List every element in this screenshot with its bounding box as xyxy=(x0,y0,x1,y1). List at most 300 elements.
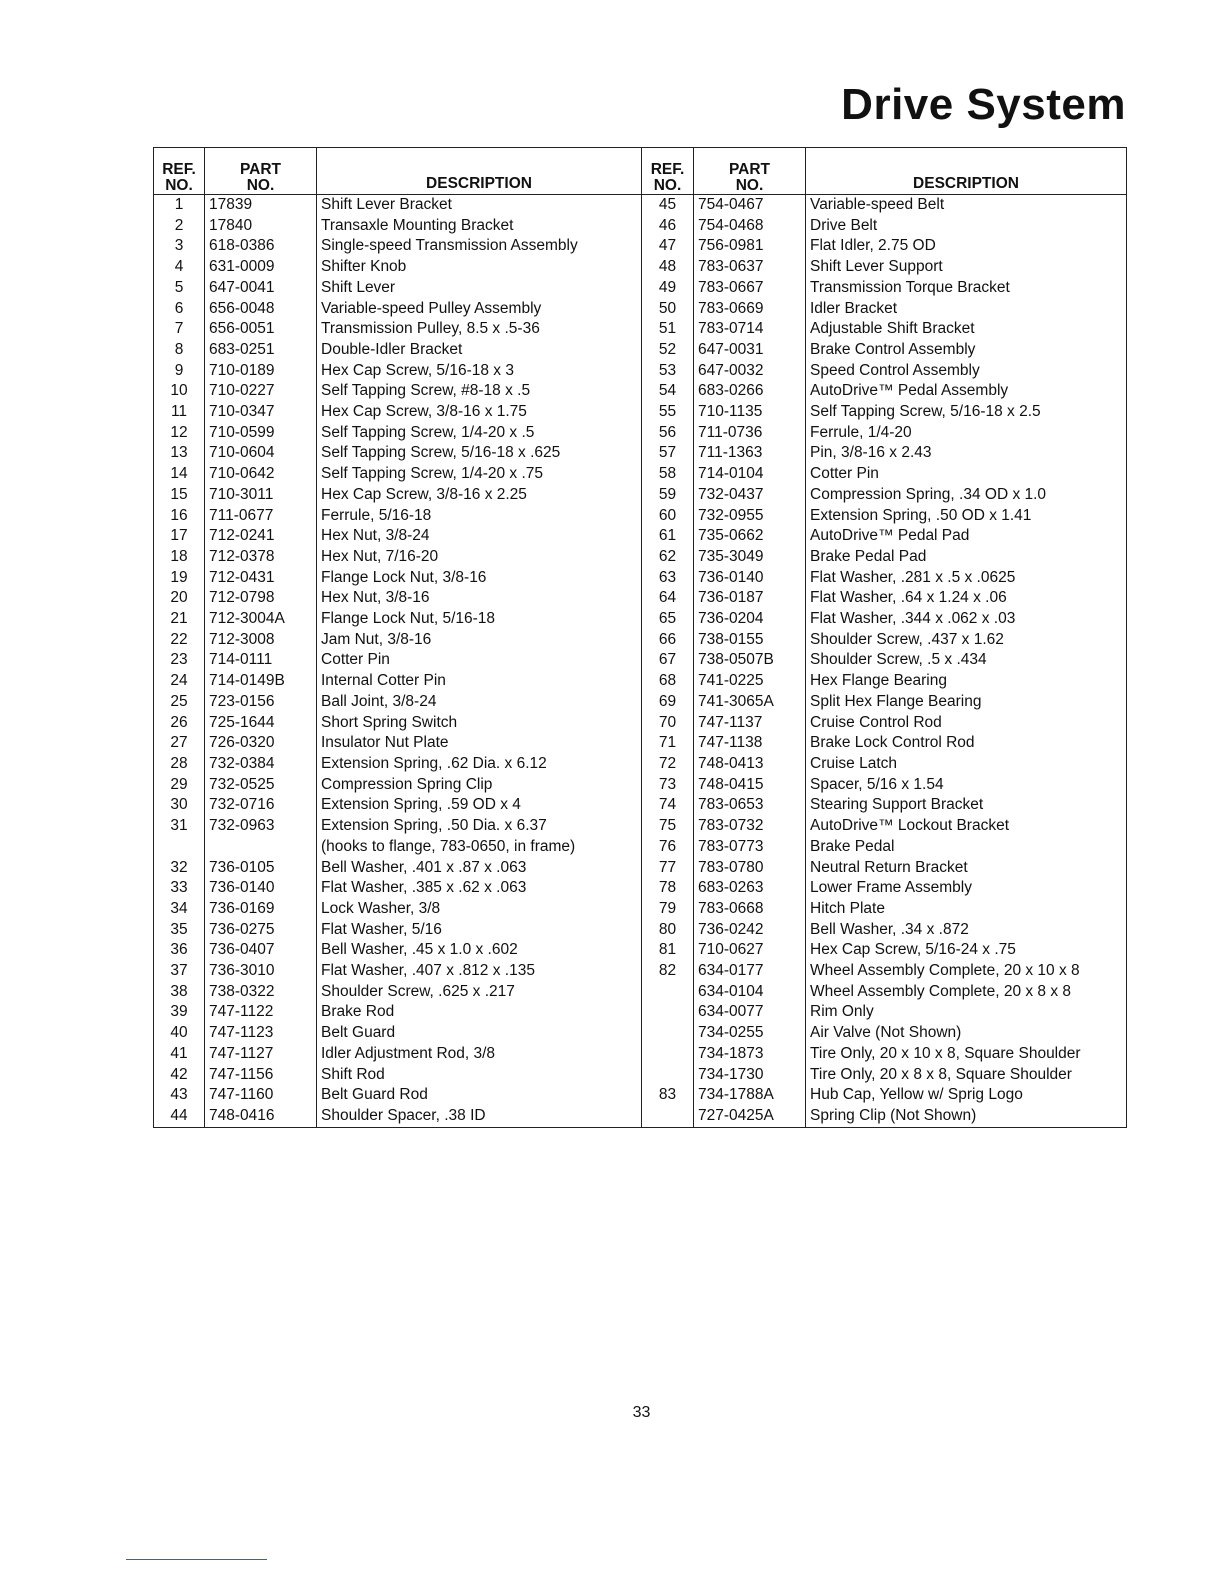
table-row xyxy=(642,920,1127,941)
table-row xyxy=(642,733,1127,754)
description-cell: Ferrule, 5/16-18 xyxy=(317,506,642,527)
description-cell: Stearing Support Bracket xyxy=(806,795,1127,816)
table-row xyxy=(154,940,642,961)
ref-no-cell: 12 xyxy=(154,423,205,444)
part-no-header: PART NO. xyxy=(205,148,317,195)
part-no-cell: 748-0416 xyxy=(205,1106,317,1127)
description-cell: Tire Only, 20 x 8 x 8, Square Shoulder xyxy=(806,1065,1127,1086)
part-no-cell: 714-0149B xyxy=(205,671,317,692)
part-no-cell: 714-0111 xyxy=(205,650,317,671)
ref-no-cell: 21 xyxy=(154,609,205,630)
description-cell: Flat Washer, .385 x .62 x .063 xyxy=(317,878,642,899)
table-row xyxy=(154,837,642,858)
description-cell: Hitch Plate xyxy=(806,899,1127,920)
description-cell: Bell Washer, .34 x .872 xyxy=(806,920,1127,941)
table-row xyxy=(154,961,642,982)
ref-no-cell: 73 xyxy=(642,775,694,796)
part-no-cell: 756-0981 xyxy=(694,236,806,257)
description-cell: Tire Only, 20 x 10 x 8, Square Shoulder xyxy=(806,1044,1127,1065)
part-no-cell: 732-0963 xyxy=(205,816,317,837)
table-row xyxy=(642,195,1127,216)
description-cell: Short Spring Switch xyxy=(317,713,642,734)
ref-no-cell: 44 xyxy=(154,1106,205,1127)
description-cell: Extension Spring, .50 OD x 1.41 xyxy=(806,506,1127,527)
description-cell: Flat Washer, .64 x 1.24 x .06 xyxy=(806,588,1127,609)
part-no-cell: 734-1873 xyxy=(694,1044,806,1065)
ref-no-cell: 58 xyxy=(642,464,694,485)
description-cell: Shoulder Screw, .625 x .217 xyxy=(317,982,642,1003)
description-cell: Shifter Knob xyxy=(317,257,642,278)
ref-no-cell: 27 xyxy=(154,733,205,754)
description-cell: AutoDrive™ Pedal Assembly xyxy=(806,381,1127,402)
table-row xyxy=(642,650,1127,671)
part-no-cell: 711-1363 xyxy=(694,443,806,464)
description-cell: Compression Spring Clip xyxy=(317,775,642,796)
table-row xyxy=(154,464,642,485)
ref-no-cell: 5 xyxy=(154,278,205,299)
table-row xyxy=(642,982,1127,1003)
table-row xyxy=(642,899,1127,920)
part-no-cell: 634-0077 xyxy=(694,1002,806,1023)
description-cell: Brake Pedal Pad xyxy=(806,547,1127,568)
ref-no-cell: 56 xyxy=(642,423,694,444)
description-cell: Shift Lever Bracket xyxy=(317,195,642,216)
description-cell: Self Tapping Screw, 1/4-20 x .5 xyxy=(317,423,642,444)
part-no-cell: 736-0275 xyxy=(205,920,317,941)
part-no-header: PART NO. xyxy=(694,148,806,195)
ref-no-cell: 59 xyxy=(642,485,694,506)
part-no-cell: 747-1137 xyxy=(694,713,806,734)
ref-no-cell: 34 xyxy=(154,899,205,920)
description-cell: Cotter Pin xyxy=(317,650,642,671)
ref-no-cell: 23 xyxy=(154,650,205,671)
description-cell: Drive Belt xyxy=(806,216,1127,237)
part-no-cell: 656-0051 xyxy=(205,319,317,340)
table-row xyxy=(642,878,1127,899)
table-row xyxy=(642,775,1127,796)
description-cell: Insulator Nut Plate xyxy=(317,733,642,754)
table-row xyxy=(154,485,642,506)
description-cell: Belt Guard Rod xyxy=(317,1085,642,1106)
parts-table-left xyxy=(153,147,642,1128)
table-row xyxy=(642,506,1127,527)
part-no-cell: 712-0241 xyxy=(205,526,317,547)
description-cell: Transmission Torque Bracket xyxy=(806,278,1127,299)
part-no-cell: 710-0227 xyxy=(205,381,317,402)
ref-no-cell: 3 xyxy=(154,236,205,257)
part-no-cell: 712-0798 xyxy=(205,588,317,609)
description-header: DESCRIPTION xyxy=(806,148,1127,195)
part-no-cell: 736-0242 xyxy=(694,920,806,941)
part-no-cell: 741-3065A xyxy=(694,692,806,713)
table-row xyxy=(154,588,642,609)
part-no-cell: 736-0140 xyxy=(694,568,806,589)
ref-no-cell xyxy=(642,1002,694,1023)
table-row xyxy=(642,340,1127,361)
part-no-cell: 656-0048 xyxy=(205,299,317,320)
part-no-cell: 735-3049 xyxy=(694,547,806,568)
part-no-cell: 783-0637 xyxy=(694,257,806,278)
description-cell: Brake Control Assembly xyxy=(806,340,1127,361)
ref-no-cell xyxy=(642,1106,694,1127)
part-no-cell: 783-0780 xyxy=(694,858,806,879)
part-no-cell: 732-0716 xyxy=(205,795,317,816)
description-cell: Shift Lever Support xyxy=(806,257,1127,278)
description-cell: Flat Washer, .281 x .5 x .0625 xyxy=(806,568,1127,589)
table-row xyxy=(642,485,1127,506)
table-row xyxy=(154,340,642,361)
part-no-cell: 732-0525 xyxy=(205,775,317,796)
ref-no-cell: 29 xyxy=(154,775,205,796)
page-number: 33 xyxy=(632,1404,651,1421)
description-cell: AutoDrive™ Lockout Bracket xyxy=(806,816,1127,837)
description-cell: Flat Idler, 2.75 OD xyxy=(806,236,1127,257)
table-row xyxy=(154,920,642,941)
part-no-cell: 747-1138 xyxy=(694,733,806,754)
table-row xyxy=(642,361,1127,382)
part-no-cell: 747-1123 xyxy=(205,1023,317,1044)
description-cell: Shoulder Screw, .5 x .434 xyxy=(806,650,1127,671)
part-no-cell: 783-0668 xyxy=(694,899,806,920)
part-no-cell: 17839 xyxy=(205,195,317,216)
ref-no-cell: 78 xyxy=(642,878,694,899)
description-cell: Variable-speed Pulley Assembly xyxy=(317,299,642,320)
ref-no-cell xyxy=(642,1023,694,1044)
description-cell: Hex Cap Screw, 3/8-16 x 2.25 xyxy=(317,485,642,506)
table-row xyxy=(154,1023,642,1044)
table-row xyxy=(642,423,1127,444)
ref-no-cell: 2 xyxy=(154,216,205,237)
part-no-cell: 738-0155 xyxy=(694,630,806,651)
ref-no-cell: 9 xyxy=(154,361,205,382)
ref-no-cell: 31 xyxy=(154,816,205,837)
table-row xyxy=(154,1106,642,1127)
ref-no-cell: 70 xyxy=(642,713,694,734)
ref-no-cell: 69 xyxy=(642,692,694,713)
table-row xyxy=(642,754,1127,775)
table-row xyxy=(642,588,1127,609)
footer-rule xyxy=(126,1559,267,1560)
description-cell: Wheel Assembly Complete, 20 x 10 x 8 xyxy=(806,961,1127,982)
description-cell: Hex Cap Screw, 5/16-24 x .75 xyxy=(806,940,1127,961)
ref-no-cell: 74 xyxy=(642,795,694,816)
description-cell: Bell Washer, .401 x .87 x .063 xyxy=(317,858,642,879)
table-row xyxy=(154,381,642,402)
table-row xyxy=(642,1065,1127,1086)
table-row xyxy=(154,236,642,257)
part-no-cell: 712-0378 xyxy=(205,547,317,568)
table-row xyxy=(642,568,1127,589)
table-row xyxy=(154,713,642,734)
part-no-cell: 783-0714 xyxy=(694,319,806,340)
description-cell: Transaxle Mounting Bracket xyxy=(317,216,642,237)
description-cell: Pin, 3/8-16 x 2.43 xyxy=(806,443,1127,464)
table-row xyxy=(642,319,1127,340)
part-no-cell: 710-0599 xyxy=(205,423,317,444)
part-no-cell: 711-0677 xyxy=(205,506,317,527)
table-row xyxy=(154,195,642,216)
description-cell: Lock Washer, 3/8 xyxy=(317,899,642,920)
part-no-cell: 747-1156 xyxy=(205,1065,317,1086)
table-row xyxy=(154,1065,642,1086)
description-cell: Ferrule, 1/4-20 xyxy=(806,423,1127,444)
part-no-cell: 631-0009 xyxy=(205,257,317,278)
table-row xyxy=(642,713,1127,734)
ref-no-cell: 14 xyxy=(154,464,205,485)
ref-no-cell: 24 xyxy=(154,671,205,692)
table-row xyxy=(154,361,642,382)
table-row xyxy=(642,940,1127,961)
part-no-cell: 735-0662 xyxy=(694,526,806,547)
table-row xyxy=(642,1044,1127,1065)
table-row xyxy=(154,754,642,775)
part-no-cell: 683-0251 xyxy=(205,340,317,361)
ref-no-cell: 6 xyxy=(154,299,205,320)
ref-no-cell: 50 xyxy=(642,299,694,320)
ref-no-cell: 40 xyxy=(154,1023,205,1044)
description-cell: Extension Spring, .62 Dia. x 6.12 xyxy=(317,754,642,775)
ref-no-cell: 65 xyxy=(642,609,694,630)
description-cell: Jam Nut, 3/8-16 xyxy=(317,630,642,651)
part-no-cell: 710-0627 xyxy=(694,940,806,961)
description-cell: Neutral Return Bracket xyxy=(806,858,1127,879)
part-no-cell: 726-0320 xyxy=(205,733,317,754)
part-no-cell: 732-0384 xyxy=(205,754,317,775)
description-cell: Hex Flange Bearing xyxy=(806,671,1127,692)
table-row xyxy=(642,381,1127,402)
table-row xyxy=(642,402,1127,423)
description-cell: Split Hex Flange Bearing xyxy=(806,692,1127,713)
table-row xyxy=(642,1002,1127,1023)
description-cell: Brake Pedal xyxy=(806,837,1127,858)
table-row xyxy=(642,278,1127,299)
ref-no-cell: 45 xyxy=(642,195,694,216)
table-row xyxy=(154,547,642,568)
table-row xyxy=(154,609,642,630)
ref-no-cell: 8 xyxy=(154,340,205,361)
ref-no-cell: 62 xyxy=(642,547,694,568)
ref-no-cell: 30 xyxy=(154,795,205,816)
page-title: Drive System xyxy=(841,80,1126,129)
description-cell: Self Tapping Screw, 5/16-18 x .625 xyxy=(317,443,642,464)
part-no-cell: 734-1730 xyxy=(694,1065,806,1086)
ref-no-cell: 60 xyxy=(642,506,694,527)
table-row xyxy=(154,402,642,423)
table-row xyxy=(154,216,642,237)
part-no-cell: 783-0667 xyxy=(694,278,806,299)
table-row xyxy=(642,837,1127,858)
description-cell: Cotter Pin xyxy=(806,464,1127,485)
part-no-cell: 714-0104 xyxy=(694,464,806,485)
ref-no-cell: 38 xyxy=(154,982,205,1003)
ref-no-cell: 72 xyxy=(642,754,694,775)
description-cell: Shoulder Spacer, .38 ID xyxy=(317,1106,642,1127)
table-row xyxy=(642,547,1127,568)
part-no-cell: 736-0407 xyxy=(205,940,317,961)
description-cell: Adjustable Shift Bracket xyxy=(806,319,1127,340)
description-cell: Cruise Control Rod xyxy=(806,713,1127,734)
ref-no-cell: 52 xyxy=(642,340,694,361)
description-cell: Rim Only xyxy=(806,1002,1127,1023)
ref-no-cell: 28 xyxy=(154,754,205,775)
ref-no-cell: 64 xyxy=(642,588,694,609)
description-cell: Variable-speed Belt xyxy=(806,195,1127,216)
table-row xyxy=(154,443,642,464)
description-cell: Hex Nut, 3/8-24 xyxy=(317,526,642,547)
table-row xyxy=(154,506,642,527)
ref-no-cell: 68 xyxy=(642,671,694,692)
part-no-cell: 618-0386 xyxy=(205,236,317,257)
description-header: DESCRIPTION xyxy=(317,148,642,195)
ref-no-cell: 49 xyxy=(642,278,694,299)
part-no-cell: 710-1135 xyxy=(694,402,806,423)
ref-no-cell: 42 xyxy=(154,1065,205,1086)
ref-no-header: REF. NO. xyxy=(154,148,205,195)
description-cell: Spring Clip (Not Shown) xyxy=(806,1106,1127,1127)
ref-no-cell: 51 xyxy=(642,319,694,340)
description-cell: Wheel Assembly Complete, 20 x 8 x 8 xyxy=(806,982,1127,1003)
ref-no-cell: 81 xyxy=(642,940,694,961)
description-cell: Shift Rod xyxy=(317,1065,642,1086)
part-no-cell: 738-0322 xyxy=(205,982,317,1003)
table-row xyxy=(642,443,1127,464)
parts-table-right xyxy=(641,147,1127,1128)
table-row xyxy=(154,858,642,879)
part-no-cell: 732-0955 xyxy=(694,506,806,527)
ref-no-cell xyxy=(642,982,694,1003)
description-cell: Extension Spring, .59 OD x 4 xyxy=(317,795,642,816)
part-no-cell: 783-0653 xyxy=(694,795,806,816)
description-cell: Speed Control Assembly xyxy=(806,361,1127,382)
ref-no-cell: 37 xyxy=(154,961,205,982)
part-no-cell: 747-1122 xyxy=(205,1002,317,1023)
ref-no-cell: 55 xyxy=(642,402,694,423)
description-cell: Self Tapping Screw, #8-18 x .5 xyxy=(317,381,642,402)
description-cell: Hex Cap Screw, 5/16-18 x 3 xyxy=(317,361,642,382)
table-row xyxy=(642,526,1127,547)
ref-no-cell: 47 xyxy=(642,236,694,257)
part-no-cell: 710-0347 xyxy=(205,402,317,423)
ref-no-cell xyxy=(642,1065,694,1086)
ref-no-cell: 82 xyxy=(642,961,694,982)
part-no-cell: 683-0266 xyxy=(694,381,806,402)
part-no-cell: 736-3010 xyxy=(205,961,317,982)
description-cell: Brake Rod xyxy=(317,1002,642,1023)
ref-no-cell: 46 xyxy=(642,216,694,237)
description-cell: AutoDrive™ Pedal Pad xyxy=(806,526,1127,547)
part-no-cell: 754-0468 xyxy=(694,216,806,237)
table-row xyxy=(154,899,642,920)
part-no-cell: 17840 xyxy=(205,216,317,237)
table-row xyxy=(154,257,642,278)
ref-no-cell: 41 xyxy=(154,1044,205,1065)
ref-no-cell: 22 xyxy=(154,630,205,651)
description-cell: Transmission Pulley, 8.5 x .5-36 xyxy=(317,319,642,340)
part-no-cell: 747-1160 xyxy=(205,1085,317,1106)
description-cell: Flat Washer, .407 x .812 x .135 xyxy=(317,961,642,982)
description-cell: Single-speed Transmission Assembly xyxy=(317,236,642,257)
table-row xyxy=(154,733,642,754)
table-row xyxy=(154,775,642,796)
part-no-cell: 754-0467 xyxy=(694,195,806,216)
table-row xyxy=(154,630,642,651)
ref-no-cell: 48 xyxy=(642,257,694,278)
part-no-cell: 712-3008 xyxy=(205,630,317,651)
part-no-cell: 734-0255 xyxy=(694,1023,806,1044)
table-row xyxy=(154,1085,642,1106)
part-no-cell: 736-0187 xyxy=(694,588,806,609)
table-row xyxy=(154,692,642,713)
parts-table-right-body xyxy=(642,195,1127,1128)
ref-no-cell: 25 xyxy=(154,692,205,713)
table-row xyxy=(154,526,642,547)
description-cell: Ball Joint, 3/8-24 xyxy=(317,692,642,713)
description-cell: Spacer, 5/16 x 1.54 xyxy=(806,775,1127,796)
ref-no-cell: 1 xyxy=(154,195,205,216)
table-row xyxy=(154,1044,642,1065)
description-cell: Air Valve (Not Shown) xyxy=(806,1023,1127,1044)
part-no-cell: 748-0415 xyxy=(694,775,806,796)
ref-no-cell: 16 xyxy=(154,506,205,527)
ref-no-cell: 83 xyxy=(642,1085,694,1106)
description-cell: Belt Guard xyxy=(317,1023,642,1044)
ref-no-cell: 39 xyxy=(154,1002,205,1023)
table-row xyxy=(154,319,642,340)
part-no-cell: 736-0105 xyxy=(205,858,317,879)
description-cell: Flat Washer, .344 x .062 x .03 xyxy=(806,609,1127,630)
description-cell: Self Tapping Screw, 5/16-18 x 2.5 xyxy=(806,402,1127,423)
description-cell: Extension Spring, .50 Dia. x 6.37 xyxy=(317,816,642,837)
table-row xyxy=(642,464,1127,485)
part-no-cell: 712-0431 xyxy=(205,568,317,589)
table-row xyxy=(154,423,642,444)
part-no-cell: 723-0156 xyxy=(205,692,317,713)
part-no-cell: 736-0204 xyxy=(694,609,806,630)
part-no-cell: 711-0736 xyxy=(694,423,806,444)
ref-no-cell: 33 xyxy=(154,878,205,899)
table-row xyxy=(642,816,1127,837)
description-cell: Hex Nut, 7/16-20 xyxy=(317,547,642,568)
ref-no-cell: 63 xyxy=(642,568,694,589)
ref-no-cell: 80 xyxy=(642,920,694,941)
description-cell: Idler Bracket xyxy=(806,299,1127,320)
part-no-cell: 738-0507B xyxy=(694,650,806,671)
ref-no-cell: 57 xyxy=(642,443,694,464)
ref-no-cell: 53 xyxy=(642,361,694,382)
table-row xyxy=(642,1106,1127,1127)
table-row xyxy=(642,236,1127,257)
table-row xyxy=(154,299,642,320)
table-row xyxy=(154,650,642,671)
part-no-cell: 783-0669 xyxy=(694,299,806,320)
description-cell: Flange Lock Nut, 3/8-16 xyxy=(317,568,642,589)
ref-no-cell: 32 xyxy=(154,858,205,879)
ref-no-cell: 66 xyxy=(642,630,694,651)
ref-no-cell: 35 xyxy=(154,920,205,941)
ref-no-cell: 7 xyxy=(154,319,205,340)
table-row xyxy=(642,961,1127,982)
part-no-cell: 647-0032 xyxy=(694,361,806,382)
description-cell: Flange Lock Nut, 5/16-18 xyxy=(317,609,642,630)
description-cell: Hex Cap Screw, 3/8-16 x 1.75 xyxy=(317,402,642,423)
description-cell: Shift Lever xyxy=(317,278,642,299)
ref-no-cell: 19 xyxy=(154,568,205,589)
part-no-cell: 727-0425A xyxy=(694,1106,806,1127)
table-row xyxy=(154,671,642,692)
table-row xyxy=(154,278,642,299)
part-no-cell xyxy=(205,837,317,858)
ref-no-cell: 77 xyxy=(642,858,694,879)
